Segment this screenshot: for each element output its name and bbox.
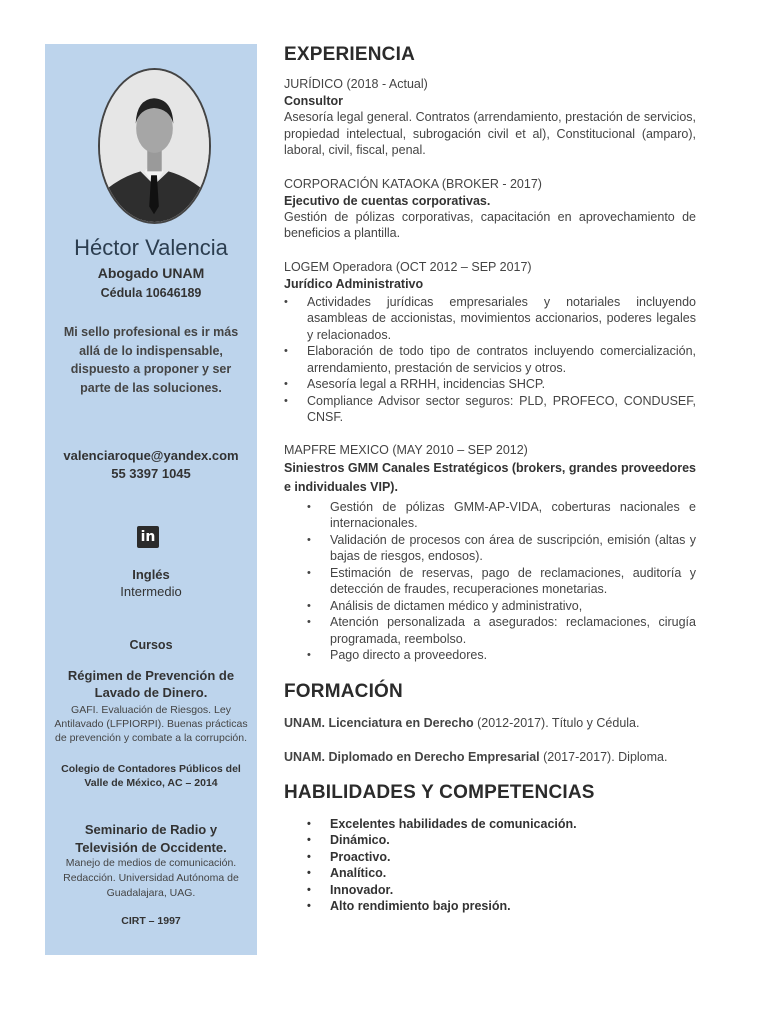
job-header: MAPFRE MEXICO (MAY 2010 – SEP 2012) bbox=[284, 442, 528, 457]
degree-details: (2017-2017). Diploma. bbox=[539, 750, 668, 764]
list-item: • Atención personalizada a asegurados: reclamaciones, cirugía programada, reembolso. bbox=[330, 614, 696, 647]
skill-item: • Innovador. bbox=[330, 882, 696, 899]
degree-name: UNAM. Diplomado en Derecho Empresarial bbox=[284, 750, 540, 764]
job-role: Siniestros GMM Canales Estratégicos (brokers, grandes proveedores e individuales VIP). bbox=[284, 460, 696, 494]
course-description: GAFI. Evaluación de Riesgos. Ley Antilavado (LFPIORPI). Buenas prácticas de prevención y combate a la corrupción. bbox=[54, 704, 248, 744]
license-number: Cédula 10646189 bbox=[100, 286, 202, 300]
experience-heading: EXPERIENCIA bbox=[284, 44, 416, 65]
courses-heading: Cursos bbox=[129, 638, 173, 652]
professional-motto: Mi sello profesional es ir más allá de lo indispensable, dispuesto a proponer y ser parte de las soluciones. bbox=[63, 325, 239, 395]
skill-item: • Excelentes habilidades de comunicación. bbox=[330, 816, 696, 833]
skill-item: • Analítico. bbox=[330, 865, 696, 882]
job-header: CORPORACIÓN KATAOKA (BROKER - 2017) bbox=[284, 176, 542, 191]
skill-item: • Alto rendimiento bajo presión. bbox=[330, 898, 696, 915]
education-heading: FORMACIÓN bbox=[284, 680, 403, 702]
skills-list bbox=[284, 816, 696, 915]
course-institution: Colegio de Contadores Públicos del Valle de México, AC – 2014 bbox=[61, 763, 241, 789]
sidebar bbox=[45, 44, 257, 955]
list-item: • Compliance Advisor sector seguros: PLD, PROFECO, CONDUSEF, CNSF. bbox=[307, 393, 696, 426]
main-content bbox=[284, 44, 696, 915]
job-description: Gestión de pólizas corporativas, capacitación en aprovechamiento de beneficios a plantilla. bbox=[284, 209, 696, 240]
profession-title: Abogado UNAM bbox=[97, 265, 205, 281]
list-item: • Pago directo a proveedores. bbox=[330, 647, 696, 664]
job-role: Consultor bbox=[284, 94, 344, 108]
list-item: • Elaboración de todo tipo de contratos incluyendo comercialización, arrendamiento, prestación de servicios y otros. bbox=[307, 343, 696, 376]
job-bullet-list bbox=[284, 499, 696, 664]
job-role: Jurídico Administrativo bbox=[284, 276, 424, 291]
profile-photo bbox=[98, 68, 211, 224]
list-item: • Actividades jurídicas empresariales y notariales incluyendo asambleas de accionistas, movimientos accionarios, poderes legales y relacionados. bbox=[307, 294, 696, 344]
degree-details: (2012-2017). Título y Cédula. bbox=[473, 715, 640, 730]
list-item: • Análisis de dictamen médico y administrativo, bbox=[330, 598, 696, 615]
list-item: • Validación de procesos con área de suscripción, emisión (altas y bajas de riesgos, endosos). bbox=[330, 532, 696, 565]
candidate-name: Héctor Valencia bbox=[74, 235, 228, 260]
skills-heading: HABILIDADES Y COMPETENCIAS bbox=[284, 781, 595, 803]
linkedin-icon[interactable]: in bbox=[137, 526, 159, 548]
list-item: • Asesoría legal a RRHH, incidencias SHCP. bbox=[307, 376, 696, 393]
job-description: Asesoría legal general. Contratos (arrendamiento, prestación de servicios, propiedad intelectual, subrogación civil et al), Constitucional (amparo), laboral, civil, fiscal, penal. bbox=[284, 110, 696, 157]
email-link[interactable]: valenciaroque@yandex.com bbox=[63, 448, 239, 463]
job-header: JURÍDICO (2018 - Actual) bbox=[284, 77, 428, 91]
language-level: Intermedio bbox=[120, 584, 182, 599]
job-header: LOGEM Operadora (OCT 2012 – SEP 2017) bbox=[284, 259, 532, 274]
course-title: Régimen de Prevención de Lavado de Dinero. bbox=[67, 668, 235, 700]
job-role: Ejecutivo de cuentas corporativas. bbox=[284, 193, 491, 208]
language-name: Inglés bbox=[132, 567, 170, 582]
degree-name: UNAM. Licenciatura en Derecho bbox=[284, 715, 474, 730]
education-entry bbox=[284, 749, 696, 766]
list-item: • Gestión de pólizas GMM-AP-VIDA, coberturas nacionales e internacionales. bbox=[330, 499, 696, 532]
list-item: • Estimación de reservas, pago de reclamaciones, auditoría y detección de fraudes, recuperaciones monetarias. bbox=[330, 565, 696, 598]
phone-number: 55 3397 1045 bbox=[111, 466, 191, 481]
skill-item: • Proactivo. bbox=[330, 849, 696, 866]
course-description: Manejo de medios de comunicación. Redacción. Universidad Autónoma de Guadalajara, UAG. bbox=[63, 857, 239, 899]
course-institution: CIRT – 1997 bbox=[121, 915, 181, 927]
job-bullet-list bbox=[284, 294, 696, 426]
skill-item: • Dinámico. bbox=[330, 832, 696, 849]
course-title: Seminario de Radio y Televisión de Occidente. bbox=[75, 822, 227, 855]
education-entry bbox=[284, 715, 696, 732]
